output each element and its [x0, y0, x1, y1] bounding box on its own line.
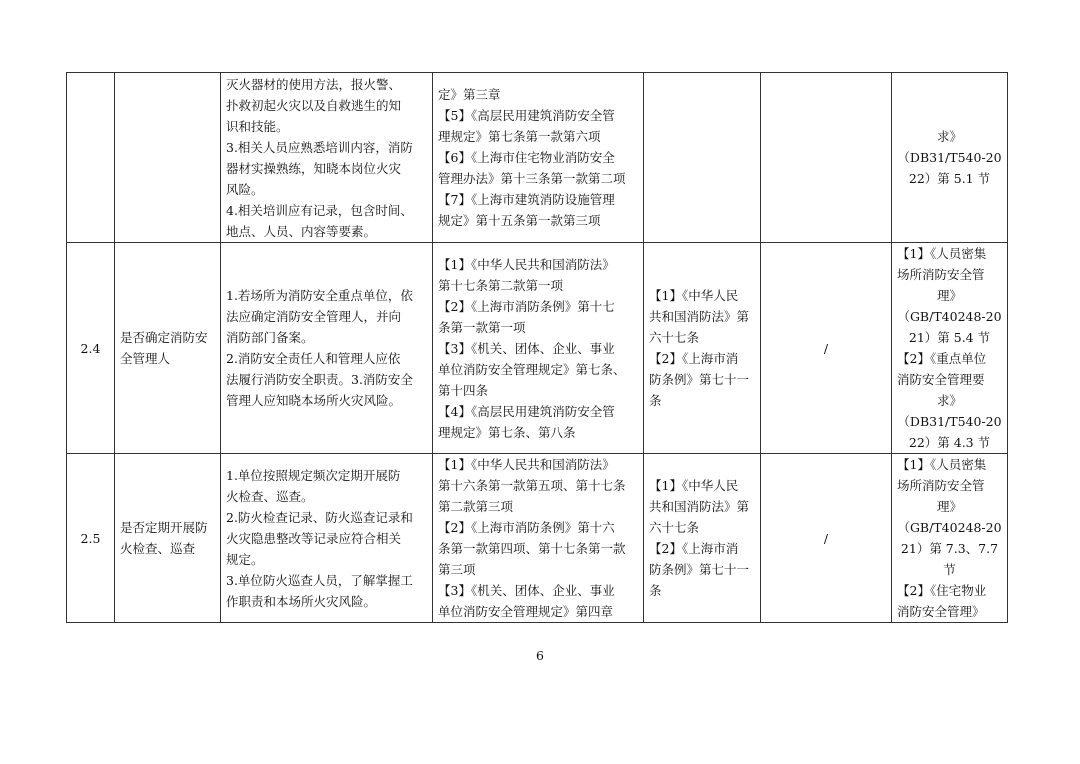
- cell-line: 风险。: [226, 181, 264, 197]
- cell-line: 六十七条: [649, 330, 700, 345]
- cell-line: 六十七条: [649, 520, 700, 535]
- cell-line: 1.单位按照规定频次定期开展防: [226, 467, 401, 483]
- regulation-table: [66, 72, 1008, 623]
- cell-col6: /: [761, 454, 892, 623]
- cell-line: 【2】《上海市消: [649, 351, 739, 366]
- cell-line: 【2】《住宅物业: [897, 583, 987, 598]
- cell-penalty-basis: [644, 73, 761, 243]
- cell-line: 【2】《重点单位: [897, 351, 987, 366]
- cell-line: 【1】《中华人民共和国消防法》: [438, 256, 615, 272]
- cell-line: 定》第三章: [438, 87, 501, 102]
- table-row: [67, 243, 1008, 454]
- page-number: 6: [536, 648, 544, 663]
- cell-line: 法应确定消防安全管理人，并向: [226, 309, 402, 324]
- cell-line: 【5】《高层民用建筑消防安全管: [438, 108, 615, 123]
- cell-check-item: [115, 454, 221, 623]
- cell-line: 规定。: [226, 551, 264, 567]
- cell-line: 场所消防安全管: [897, 267, 985, 282]
- cell-line: 单位消防安全管理规定》第四章: [438, 604, 614, 619]
- cell-penalty-basis: [644, 243, 761, 454]
- cell-line: 3.单位防火巡查人员，了解掌握工: [226, 572, 413, 588]
- cell-line: 【2】《上海市消防条例》第十六: [438, 520, 615, 535]
- cell-line: 扑救初起火灾以及自救逃生的知: [226, 97, 402, 113]
- cell-line: 单位消防安全管理规定》第七条、: [438, 361, 626, 377]
- cell-line: 第十六条第一款第五项、第十七条: [438, 478, 626, 493]
- cell-line: 21）第 7.3、7.7: [900, 541, 999, 556]
- cell-line: 条第一款第四项、第十七条第一款: [438, 541, 626, 556]
- cell-line: 【1】《中华人民: [649, 478, 739, 493]
- cell-no: 2.4: [67, 243, 115, 454]
- cell-no: 2.5: [67, 454, 115, 623]
- cell-line: 条: [649, 583, 662, 598]
- cell-line: 是否确定消防安: [120, 330, 208, 345]
- cell-line: 22）第 4.3 节: [908, 435, 991, 450]
- cell-line: 【4】《高层民用建筑消防安全管: [438, 403, 615, 419]
- cell-line: 【7】《上海市建筑消防设施管理: [438, 192, 615, 207]
- cell-line: 消防安全管理要: [897, 372, 985, 387]
- cell-line: 共和国消防法》第: [649, 499, 750, 514]
- cell-line: 【3】《机关、团体、企业、事业: [438, 340, 615, 356]
- cell-legal-basis: [433, 73, 644, 243]
- cell-requirements: [221, 454, 433, 623]
- cell-line: 3.相关人员应熟悉培训内容，消防: [226, 139, 413, 155]
- cell-line: 第二款第三项: [438, 499, 514, 514]
- regulation-table-body: [67, 73, 1008, 623]
- cell-line: 条第一款第一项: [438, 319, 526, 335]
- cell-standards: [892, 454, 1008, 623]
- cell-line: 火检查、巡查: [120, 541, 196, 556]
- table-row: [67, 454, 1008, 623]
- cell-line: 场所消防安全管: [897, 478, 985, 493]
- cell-line: 地点、人员、内容等要素。: [226, 223, 377, 239]
- cell-line: 理》: [936, 499, 962, 514]
- cell-line: 2.防火检查记录、防火巡查记录和: [226, 509, 413, 525]
- cell-line: 【6】《上海市住宅物业消防安全: [438, 150, 615, 165]
- cell-line: 求》: [936, 129, 962, 144]
- cell-line: 22）第 5.1 节: [908, 171, 991, 186]
- cell-line: 条: [649, 393, 662, 408]
- cell-check-item: [115, 73, 221, 243]
- cell-line: （DB31/T540-20: [897, 414, 1002, 429]
- cell-line: 【1】《人员密集: [897, 246, 987, 261]
- cell-line: 第十四条: [438, 382, 489, 398]
- cell-col6: [761, 73, 892, 243]
- cell-standards: [892, 243, 1008, 454]
- cell-legal-basis: [433, 243, 644, 454]
- cell-penalty-basis: [644, 454, 761, 623]
- cell-line: 识和技能。: [226, 118, 289, 134]
- cell-line: 防条例》第七十一: [649, 372, 750, 387]
- cell-line: 理规定》第七条、第八条: [438, 424, 576, 440]
- cell-line: 共和国消防法》第: [649, 309, 750, 324]
- cell-line: （DB31/T540-20: [897, 150, 1002, 165]
- cell-line: 火检查、巡查。: [226, 488, 314, 504]
- cell-standards: [892, 73, 1008, 243]
- cell-check-item: [115, 243, 221, 454]
- cell-line: 【3】《机关、团体、企业、事业: [438, 583, 615, 598]
- cell-line: 消防部门备案。: [226, 330, 314, 345]
- cell-line: 器材实操熟练，知晓本岗位火灾: [226, 160, 402, 176]
- cell-line: 消防安全管理》: [897, 604, 985, 619]
- cell-line: 求》: [936, 393, 962, 408]
- cell-line: 【2】《上海市消防条例》第十七: [438, 298, 615, 314]
- cell-requirements: [221, 73, 433, 243]
- cell-line: 1.若场所为消防安全重点单位，依: [226, 288, 413, 303]
- cell-line: 【2】《上海市消: [649, 541, 739, 556]
- cell-line: 全管理人: [120, 351, 171, 366]
- cell-col6: /: [761, 243, 892, 454]
- cell-no: [67, 73, 115, 243]
- cell-line: 第十七条第二款第一项: [438, 277, 564, 293]
- cell-line: 第三项: [438, 562, 476, 577]
- cell-line: 【1】《中华人民共和国消防法》: [438, 457, 615, 472]
- cell-line: 理》: [936, 288, 962, 303]
- cell-line: 【1】《中华人民: [649, 288, 739, 303]
- cell-line: 管理人应知晓本场所火灾风险。: [226, 393, 402, 408]
- cell-line: 是否定期开展防: [120, 520, 208, 535]
- cell-legal-basis: [433, 454, 644, 623]
- cell-line: 21）第 5.4 节: [908, 330, 991, 345]
- cell-line: 法履行消防安全职责。3.消防安全: [226, 372, 413, 387]
- cell-line: 防条例》第七十一: [649, 562, 750, 577]
- cell-line: （GB/T40248-20: [897, 309, 1002, 324]
- cell-line: （GB/T40248-20: [897, 520, 1002, 535]
- cell-line: 节: [943, 562, 956, 577]
- cell-line: 灭火器材的使用方法，报火警、: [226, 76, 402, 92]
- cell-line: 4.相关培训应有记录，包含时间、: [226, 202, 413, 218]
- cell-requirements: [221, 243, 433, 454]
- cell-line: 2.消防安全责任人和管理人应依: [226, 351, 401, 366]
- cell-line: 作职责和本场所火灾风险。: [226, 593, 377, 609]
- cell-line: 理规定》第七条第一款第六项: [438, 129, 601, 144]
- table-row: [67, 73, 1008, 243]
- cell-line: 管理办法》第十三条第一款第二项: [438, 171, 626, 186]
- cell-line: 火灾隐患整改等记录应符合相关: [226, 530, 402, 546]
- cell-line: 【1】《人员密集: [897, 457, 987, 472]
- cell-line: 规定》第十五条第一款第三项: [438, 213, 601, 228]
